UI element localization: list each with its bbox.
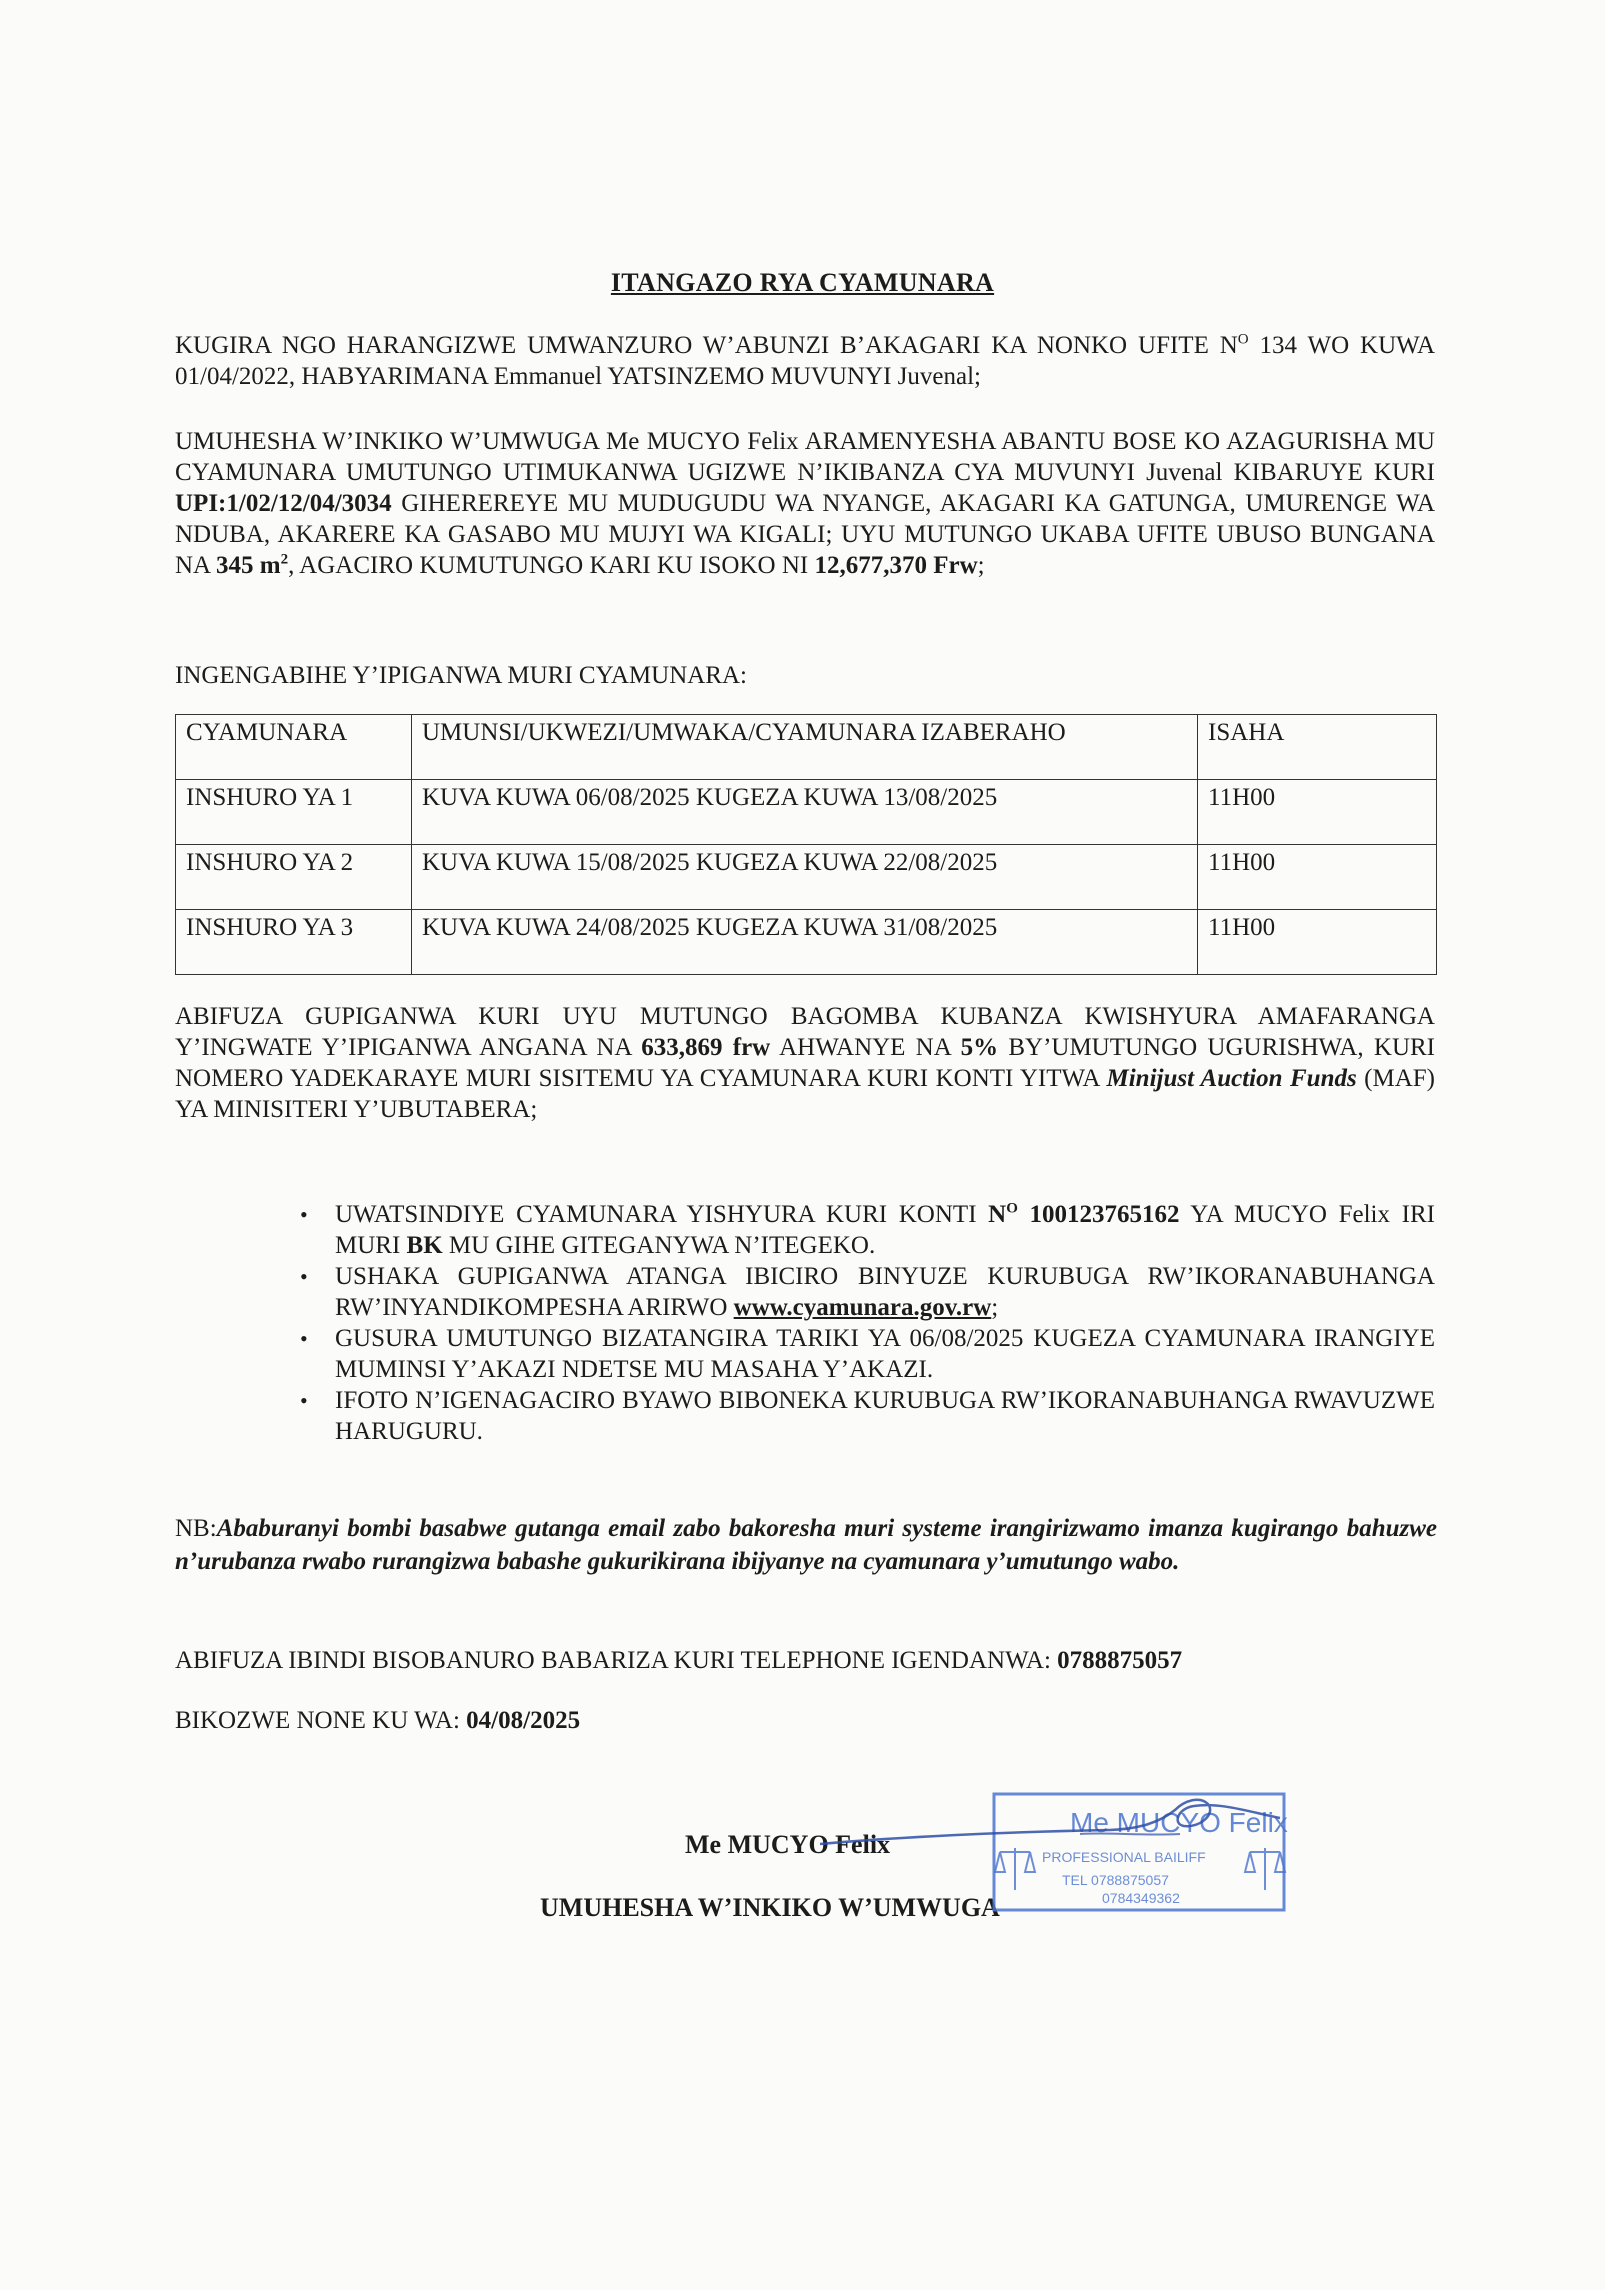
table-header-cell: UMUNSI/UKWEZI/UMWAKA/CYAMUNARA IZABERAHO <box>412 715 1198 780</box>
property-value: 12,677,370 Frw <box>814 552 978 579</box>
stamp-role: PROFESSIONAL BAILIFF <box>1042 1849 1206 1865</box>
table-header-cell: ISAHA <box>1198 715 1437 780</box>
property-text-3: , AGACIRO KUMUTUNGO KARI KU ISOKO NI <box>288 552 815 579</box>
signatory-name: Me MUCYO Felix <box>685 1830 891 1859</box>
stamp-name: Me MUCYO Felix <box>1070 1807 1288 1838</box>
table-cell: KUVA KUWA 15/08/2025 KUGEZA KUWA 22/08/2025 <box>412 845 1198 910</box>
table-row <box>176 910 1437 975</box>
schedule-heading: INGENGABIHE Y’IPIGANWA MURI CYAMUNARA: <box>175 662 747 689</box>
deposit-text-4: (MAF) YA MINISITERI Y’UBUTABERA; <box>175 1065 1435 1123</box>
auction-schedule-table <box>175 714 1437 975</box>
property-text-4: ; <box>977 552 985 579</box>
nota-bene <box>175 1512 1437 1578</box>
stamp-tel-1: TEL 0788875057 <box>1062 1872 1169 1888</box>
deposit-amount: 633,869 frw <box>641 1034 771 1061</box>
date-label: BIKOZWE NONE KU WA: <box>175 1707 467 1734</box>
list-item <box>300 1323 1435 1385</box>
bullet-text: UWATSINDIYE CYAMUNARA YISHYURA KURI KONTI <box>335 1201 989 1228</box>
bullet-icon: • <box>300 1202 308 1227</box>
table-cell: INSHURO YA 2 <box>176 845 412 910</box>
bullet-text: USHAKA GUPIGANWA ATANGA IBICIRO BINYUZE KURUBUGA RW’IKORANABUHANGA RW’INYANDIKOMPESHA ARIRWO <box>335 1263 1435 1321</box>
bullet-text: ; <box>991 1294 999 1321</box>
upi-number: UPI:1/02/12/04/3034 <box>175 490 392 517</box>
bullet-text: IFOTO N’IGENAGACIRO BYAWO BIBONEKA KURUBUGA RW’IKORANABUHANGA RWAVUZWE HARUGURU. <box>335 1387 1435 1445</box>
table-cell: 11H00 <box>1198 780 1437 845</box>
bullet-text: YA MUCYO Felix IRI MURI <box>335 1201 1435 1259</box>
deposit-text-2: AHWANYE NA <box>770 1034 961 1061</box>
nb-label: NB: <box>175 1515 217 1542</box>
property-text-2: GIHEREREYE MU MUDUGUDU WA NYANGE, AKAGARI KA GATUNGA, UMURENGE WA NDUBA, AKARERE KA GASABO MU MUJYI WA KIGALI; UYU MUTUNGO UKABA UFITE UBUSO BUNGANA NA <box>175 490 1435 579</box>
bullet-text: GUSURA UMUTUNGO BIZATANGIRA TARIKI YA 06/08/2025 KUGEZA CYAMUNARA IRANGIYE MUMINSI Y’AKAZI NDETSE MU MASAHA Y’AKAZI. <box>335 1325 1435 1383</box>
conditions-list <box>300 1199 1435 1447</box>
list-item <box>300 1199 1435 1261</box>
area-sup: 2 <box>280 551 289 568</box>
table-cell: KUVA KUWA 24/08/2025 KUGEZA KUWA 31/08/2025 <box>412 910 1198 975</box>
document-date: 04/08/2025 <box>466 1707 581 1734</box>
deposit-percent: 5% <box>960 1034 999 1061</box>
property-text-1: UMUHESHA W’INKIKO W’UMWUGA Me MUCYO Felix ARAMENYESHA ABANTU BOSE KO AZAGURISHA MU CYAMUNARA UMUTUNGO UTIMUKANWA UGIZWE N’IKIBANZA CYA MUVUNYI Juvenal KIBARUYE KURI <box>175 428 1435 486</box>
intro-text-a: KUGIRA NGO HARANGIZWE UMWANZURO W’ABUNZI B’AKAGARI KA NONKO UFITE N <box>175 332 1238 359</box>
property-area <box>216 552 288 579</box>
table-cell: INSHURO YA 3 <box>176 910 412 975</box>
deposit-text-3: BY’UMUTUNGO UGURISHWA, KURI NOMERO YADEKARAYE MURI SISITEMU YA CYAMUNARA KURI KONTI YITWA <box>175 1034 1436 1092</box>
list-item <box>300 1261 1435 1323</box>
bullet-icon: • <box>300 1264 308 1289</box>
intro-sup: O <box>1237 331 1249 348</box>
auction-website-link[interactable]: www.cyamunara.gov.rw <box>733 1294 992 1321</box>
intro-paragraph <box>175 330 1435 392</box>
deposit-paragraph <box>175 1001 1435 1125</box>
handwritten-signature <box>780 1782 1300 1872</box>
table-cell: 11H00 <box>1198 845 1437 910</box>
table-cell: INSHURO YA 1 <box>176 780 412 845</box>
table-cell: 11H00 <box>1198 910 1437 975</box>
intro-text-b: 134 WO KUWA 01/04/2022, HABYARIMANA Emmanuel YATSINZEMO MUVUNYI Juvenal; <box>175 332 1436 390</box>
account-no-sup: O <box>1006 1200 1018 1217</box>
signatory-title: UMUHESHA W’INKIKO W’UMWUGA <box>540 1893 1000 1922</box>
list-item <box>300 1385 1435 1447</box>
contact-phone: 0788875057 <box>1057 1647 1183 1674</box>
table-header-row <box>176 715 1437 780</box>
account-no-label: N <box>988 1201 1007 1228</box>
table-cell: KUVA KUWA 06/08/2025 KUGEZA KUWA 13/08/2025 <box>412 780 1198 845</box>
table-row <box>176 780 1437 845</box>
bullet-icon: • <box>300 1326 308 1351</box>
nb-text: Ababuranyi bombi basabwe gutanga email zabo bakoresha muri systeme irangirizwamo imanza kugirango bahuzwe n’urubanza rwabo rurangizwa babashe gukurikirana ibijyanye na cyamunara y’umutungo wabo. <box>175 1515 1437 1575</box>
bank-name: BK <box>406 1232 443 1259</box>
account-number: 100123765162 <box>1017 1201 1180 1228</box>
bullet-icon: • <box>300 1388 308 1413</box>
deposit-text-1: ABIFUZA GUPIGANWA KURI UYU MUTUNGO BAGOMBA KUBANZA KWISHYURA AMAFARANGA Y’INGWATE Y’IPIGANWA ANGANA NA <box>175 1003 1435 1061</box>
contact-line <box>175 1645 1435 1676</box>
bullet-text: MU GIHE GITEGANYWA N’ITEGEKO. <box>442 1232 876 1259</box>
contact-text: ABIFUZA IBINDI BISOBANURO BABARIZA KURI TELEPHONE IGENDANWA: <box>175 1647 1058 1674</box>
fund-name: Minijust Auction Funds <box>1106 1065 1357 1092</box>
area-value: 345 m <box>215 552 281 579</box>
property-paragraph <box>175 426 1435 581</box>
table-header-cell: CYAMUNARA <box>176 715 412 780</box>
table-row <box>176 845 1437 910</box>
date-line <box>175 1705 1435 1736</box>
document-title: ITANGAZO RYA CYAMUNARA <box>610 268 995 297</box>
stamp-tel-2: 0784349362 <box>1102 1890 1180 1906</box>
